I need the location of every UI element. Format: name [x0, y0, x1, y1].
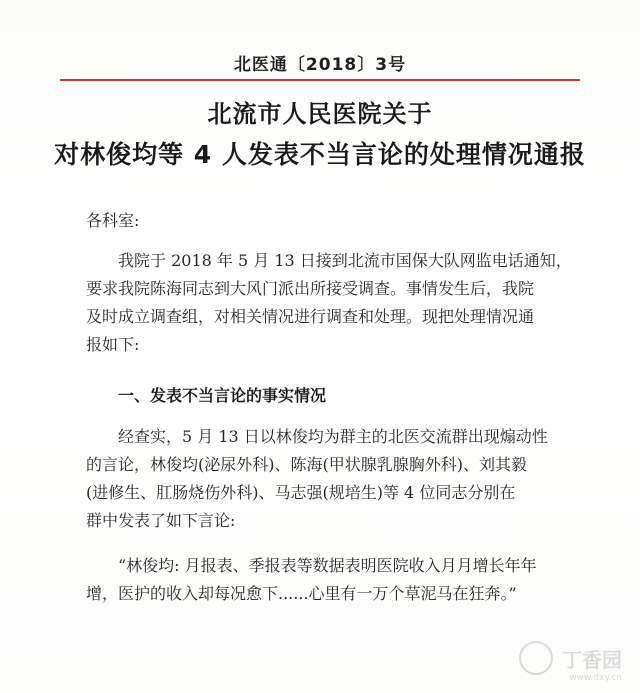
quoted-statement [86, 552, 586, 608]
red-header-rule [60, 79, 580, 81]
paragraph-2 [86, 423, 586, 535]
quote-line: 增，医护的收入却每况愈下......心里有一万个草泥马在狂奔。” [86, 584, 517, 603]
paragraph-2-line: 的言论，林俊均(泌尿外科)、陈海(甲状腺乳腺胸外科)、刘其毅 [86, 455, 527, 474]
paragraph-1 [86, 247, 586, 359]
paragraph-2-line: 经查实，5 月 13 日以林俊均为群主的北医交流群出现煽动性 [118, 427, 548, 446]
watermark-logo-icon [519, 641, 553, 675]
quote-line: “林俊均: 月报表、季报表等数据表明医院收入月月增长年年 [118, 556, 537, 575]
watermark-url: www.dxy.cn [569, 673, 622, 683]
paragraph-1-line: 我院于 2018 年 5 月 13 日接到北流市国保大队网监电话通知， [118, 251, 572, 270]
paragraph-1-line: 报如下: [86, 335, 140, 354]
section-1-heading: 一、发表不当言论的事实情况 [118, 386, 327, 405]
watermark [519, 641, 622, 683]
title-line-1: 北流市人民医院关于 [207, 100, 433, 128]
paragraph-1-line: 及时成立调查组，对相关情况进行调查和处理。现把处理情况通 [86, 307, 535, 326]
paragraph-2-line: (进修生、肛肠烧伤外科)、马志强(规培生)等 4 位同志分别在 [86, 483, 516, 502]
title-line-2: 对林俊均等 4 人发表不当言论的处理情况通报 [54, 140, 586, 169]
paragraph-2-line: 群中发表了如下言论: [86, 511, 236, 530]
document-number: 北医通〔2018〕3号 [233, 55, 407, 75]
watermark-name: 丁香园 [562, 647, 622, 672]
paragraph-1-line: 要求我院陈海同志到大风门派出所接受调查。事情发生后，我院 [86, 279, 535, 298]
salutation: 各科室: [86, 211, 140, 230]
